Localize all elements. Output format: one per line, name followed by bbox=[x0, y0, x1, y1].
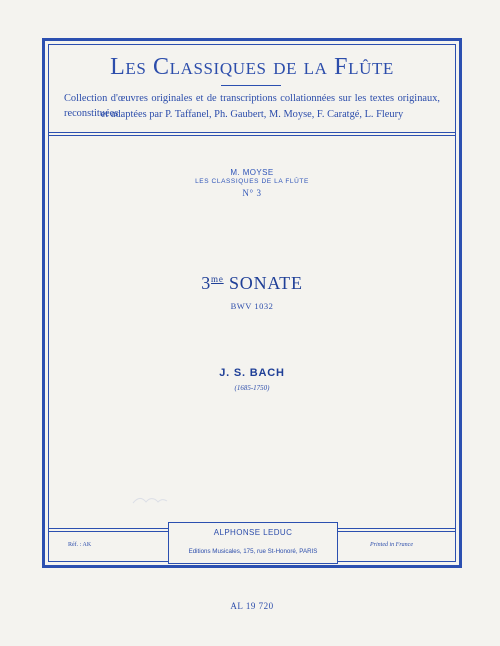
plate-number: AL 19 720 bbox=[230, 601, 274, 611]
collection-description: Collection d'œuvres originales et de transcriptions collationnées sur les textes originaux, reconstituées bbox=[64, 93, 440, 119]
reference-code: Réf. : AK bbox=[68, 542, 92, 548]
work-title-text: SONATE bbox=[228, 273, 303, 293]
composer-dates: (1685-1750) bbox=[234, 384, 270, 392]
header-rule bbox=[48, 132, 456, 133]
collection-arrangers: et adaptées par P. Taffanel, Ph. Gaubert, M. Moyse, F. Caratgé, L. Fleury bbox=[100, 109, 404, 120]
editor-series: LES CLASSIQUES DE LA FLÛTE bbox=[195, 178, 309, 185]
faint-watermark bbox=[132, 495, 168, 505]
publisher-address: Editions Musicales, 175, rue St-Honoré, PARIS bbox=[188, 548, 318, 555]
catalog-number: BWV 1032 bbox=[230, 301, 274, 311]
publisher-box bbox=[168, 522, 338, 564]
header-rule bbox=[48, 135, 456, 136]
title-underline bbox=[221, 85, 281, 86]
publisher-name: ALPHONSE LEDUC bbox=[213, 528, 293, 537]
volume-number: N° 3 bbox=[242, 188, 262, 198]
editor-name: M. MOYSE bbox=[230, 168, 274, 177]
series-title: Les Classiques de la Flûte bbox=[110, 54, 394, 80]
work-ordinal: me bbox=[211, 274, 224, 284]
printed-in: Printed in France bbox=[370, 542, 413, 548]
composer-name: J. S. BACH bbox=[219, 367, 285, 379]
work-number: 3 bbox=[201, 273, 212, 293]
work-title bbox=[48, 273, 456, 294]
